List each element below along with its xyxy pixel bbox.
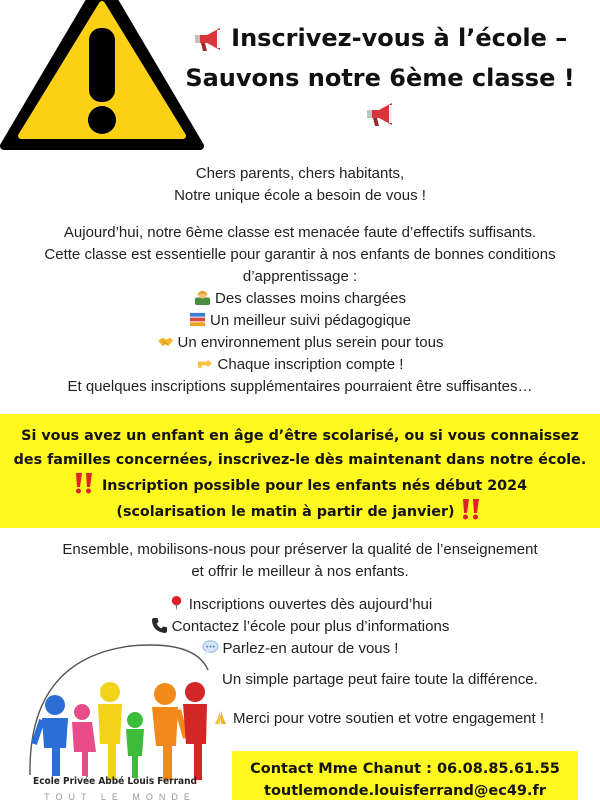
phone-icon <box>151 617 168 634</box>
intro-section <box>0 222 600 398</box>
greeting <box>0 163 600 207</box>
blue-figure-icon <box>34 695 68 776</box>
praying-hands-icon <box>212 709 229 726</box>
megaphone-icon <box>365 100 395 128</box>
share-line: Un simple partage peut faire toute la différence. <box>222 671 538 688</box>
closing-line: Ensemble, mobilisons-nous pour préserver la qualité de l’enseignement <box>62 541 538 558</box>
intro-line: Aujourd’hui, notre 6ème classe est menacée faute d’effectifs suffisants. <box>63 224 537 241</box>
title-block <box>180 18 580 128</box>
callout-line: (scolarisation le matin à partir de janvier) <box>0 498 600 524</box>
school-name: Ecole Privée Abbé Louis Ferrand <box>33 776 197 787</box>
intro-line: Cette classe est essentielle pour garantir à nos enfants de bonnes conditions <box>44 246 556 263</box>
contact-email: toutlemonde.louisferrand@ec49.fr <box>264 783 546 799</box>
thanks-line: Merci pour votre soutien et votre engagement ! <box>212 709 544 727</box>
page-title-line2: Sauvons notre 6ème classe ! <box>185 64 575 92</box>
benefit-item: Chaque inscription compte ! <box>0 354 600 376</box>
callout-box <box>0 414 600 528</box>
benefit-item: Un environnement plus serein pour tous <box>0 332 600 354</box>
pin-icon <box>168 595 185 612</box>
megaphone-icon <box>193 26 223 52</box>
orange-figure-icon <box>152 683 186 780</box>
info-item: Contactez l’école pour plus d’informations <box>0 616 600 638</box>
greeting-line: Chers parents, chers habitants, <box>195 165 405 182</box>
contact-box <box>232 751 578 800</box>
intro-conclusion: Et quelques inscriptions supplémentaires pourraient être suffisantes… <box>67 378 533 395</box>
benefit-item: Des classes moins chargées <box>0 288 600 310</box>
info-item: Parlez-en autour de vous ! <box>0 638 600 660</box>
closing-section <box>0 539 600 583</box>
double-exclamation-icon <box>460 498 484 520</box>
title-text-1: Inscrivez-vous à l’école – <box>231 24 568 52</box>
greeting-line: Notre unique école a besoin de vous ! <box>174 187 426 204</box>
callout-line: des familles concernées, inscrivez-le dès maintenant dans notre école. <box>13 452 587 468</box>
pointing-hand-icon <box>197 355 214 372</box>
books-icon <box>189 311 206 328</box>
callout-line: Si vous avez un enfant en âge d’être scolarisé, ou si vous connaissez <box>21 428 579 444</box>
contact-phone: Contact Mme Chanut : 06.08.85.61.55 <box>250 761 560 777</box>
pink-figure-icon <box>72 704 96 776</box>
green-figure-icon <box>126 712 144 778</box>
callout-line: Inscription possible pour les enfants nés début 2024 <box>0 472 600 498</box>
info-item: Inscriptions ouvertes dès aujourd’hui <box>0 594 600 616</box>
intro-line: d’apprentissage : <box>242 268 358 285</box>
benefit-item: Un meilleur suivi pédagogique <box>0 310 600 332</box>
closing-line: et offrir le meilleur à nos enfants. <box>191 563 409 580</box>
handshake-icon <box>157 333 174 350</box>
teacher-icon <box>194 289 211 306</box>
red-figure-icon <box>183 682 207 780</box>
page-title-line1 <box>180 18 580 58</box>
yellow-figure-icon <box>98 682 122 780</box>
school-tagline: TOUT LE MONDE <box>44 792 196 800</box>
double-exclamation-icon <box>73 472 97 494</box>
warning-sign-icon <box>0 0 205 150</box>
